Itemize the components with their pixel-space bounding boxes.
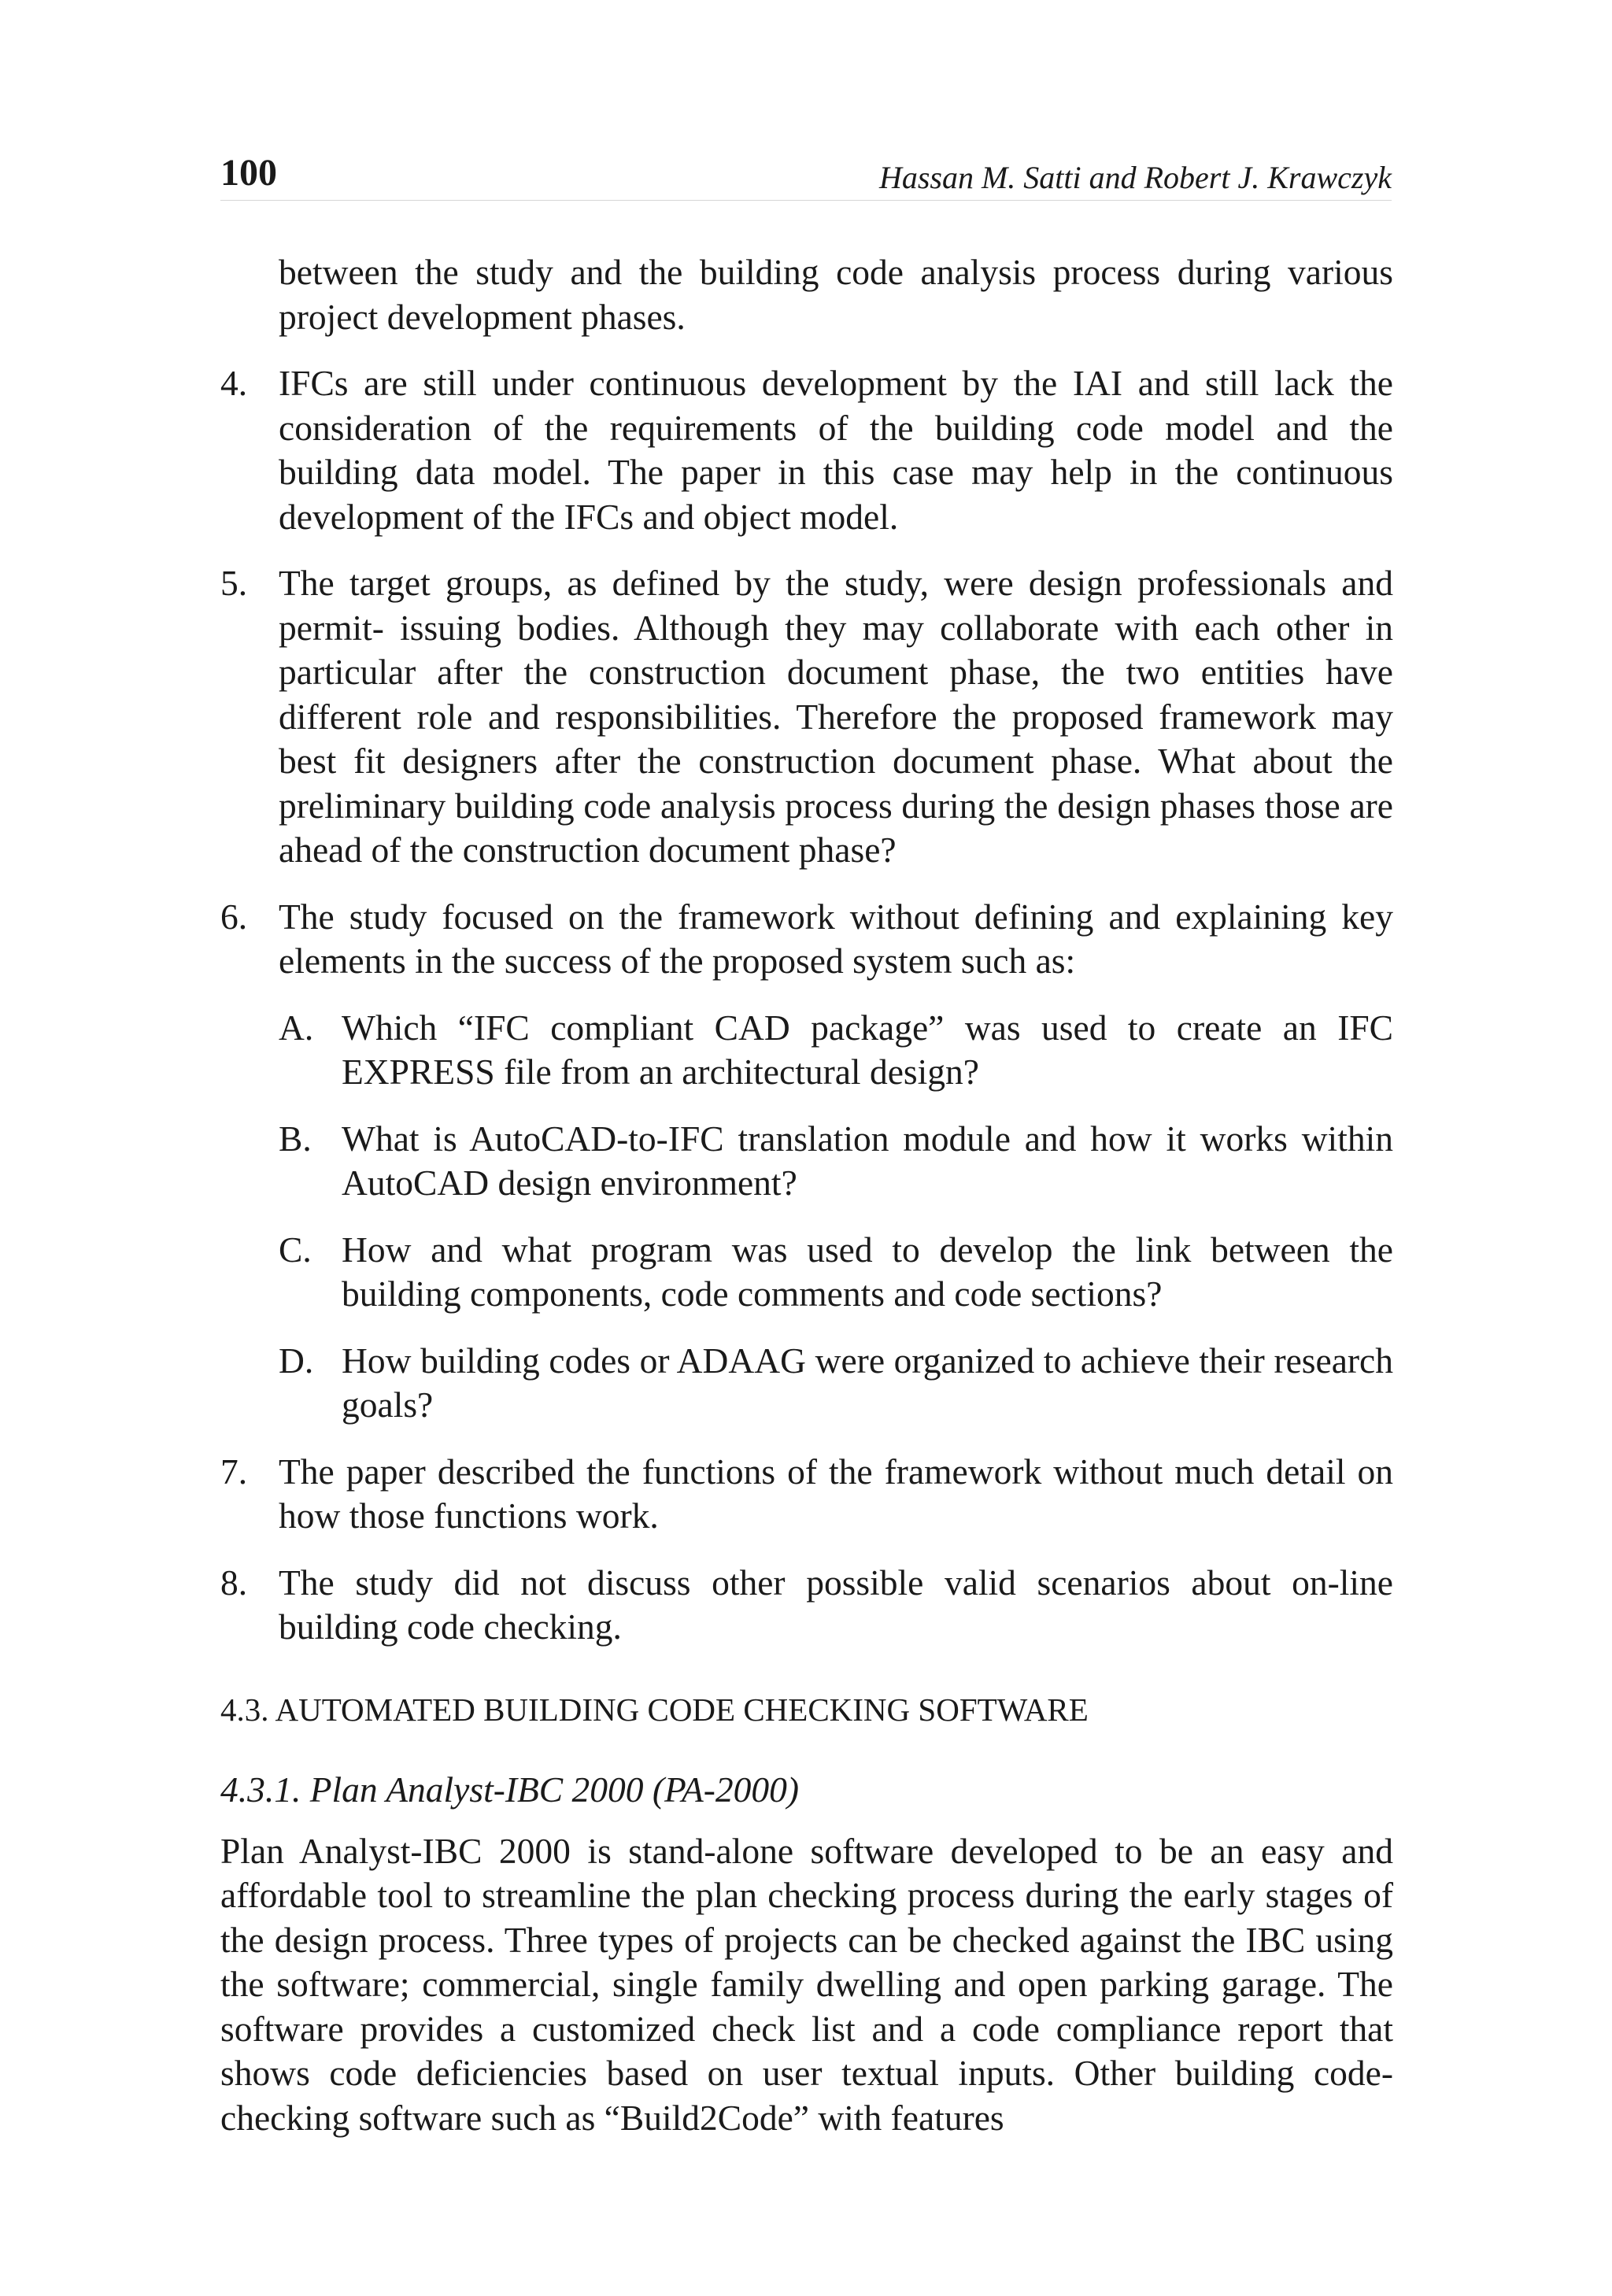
list-item-text: The study focused on the framework without defining and explaining key elements in the success of the proposed system such as: <box>279 896 1393 981</box>
sub-item-text: Which “IFC compliant CAD package” was used to create an IFC EXPRESS file from an architectural design? <box>342 1007 1393 1092</box>
list-number: 6. <box>220 896 248 937</box>
list-item-7 <box>220 1450 1393 1539</box>
sub-item-b <box>279 1117 1393 1206</box>
list-item-6 <box>220 895 1393 1428</box>
list-item-5 <box>220 561 1393 873</box>
page-number: 100 <box>220 152 277 194</box>
running-head: Hassan M. Satti and Robert J. Krawczyk <box>878 160 1392 195</box>
section-heading: 4.3. AUTOMATED BUILDING CODE CHECKING SOFTWARE <box>220 1691 1089 1728</box>
sub-item-text: How building codes or ADAAG were organized to achieve their research goals? <box>342 1340 1393 1425</box>
list-item-text: IFCs are still under continuous development by the IAI and still lack the consideration of the requirements of the building code model and the building data model. The paper in this case may help in the continuous development of the IFCs and object model. <box>279 363 1393 537</box>
sub-item-letter: A. <box>279 1007 314 1048</box>
list-item-4 <box>220 361 1393 539</box>
sub-item-letter: C. <box>279 1229 312 1270</box>
sub-item-letter: B. <box>279 1118 312 1159</box>
sub-item-text: How and what program was used to develop the link between the building components, code comments and code sections? <box>342 1229 1393 1314</box>
list-number: 7. <box>220 1451 248 1492</box>
list-item-text: The paper described the functions of the framework without much detail on how those functions work. <box>279 1451 1393 1536</box>
sub-item-a <box>279 1006 1393 1095</box>
continuation-paragraph: between the study and the building code analysis process during various project development phases. <box>279 252 1393 337</box>
list-number: 5. <box>220 563 248 603</box>
sub-item-c <box>279 1228 1393 1317</box>
page-content <box>220 250 1393 2140</box>
list-number: 4. <box>220 363 248 403</box>
sub-item-text: What is AutoCAD-to-IFC translation module and how it works within AutoCAD design environment? <box>342 1118 1393 1203</box>
list-item-text: The study did not discuss other possible valid scenarios about on-line building code checking. <box>279 1562 1393 1647</box>
sub-item-letter: D. <box>279 1340 314 1381</box>
sub-list <box>279 1006 1393 1428</box>
list-item-text: The target groups, as defined by the study, were design professionals and permit- issuing bodies. Although they may collaborate with each other in particular after the construction document phase, the two entities have different role and responsibilities. Therefore the proposed framework may best fit designers after the construction document phase. What about the preliminary building code analysis process during the design phases those are ahead of the construction document phase? <box>279 563 1393 870</box>
sub-item-d <box>279 1339 1393 1428</box>
page-header <box>220 151 1392 201</box>
list-item-8 <box>220 1561 1393 1650</box>
list-number: 8. <box>220 1562 248 1603</box>
body-paragraph: Plan Analyst-IBC 2000 is stand-alone software developed to be an easy and affordable tool to streamline the plan checking process during the early stages of the design process. Three types of projects can be checked against the IBC using the software; commercial, single family dwelling and open parking garage. The software provides a customized check list and a code compliance report that shows code deficiencies based on user textual inputs. Other building code-checking software such as “Build2Code” with features <box>220 1830 1393 2138</box>
subsection-heading: 4.3.1. Plan Analyst-IBC 2000 (PA-2000) <box>220 1769 800 1810</box>
